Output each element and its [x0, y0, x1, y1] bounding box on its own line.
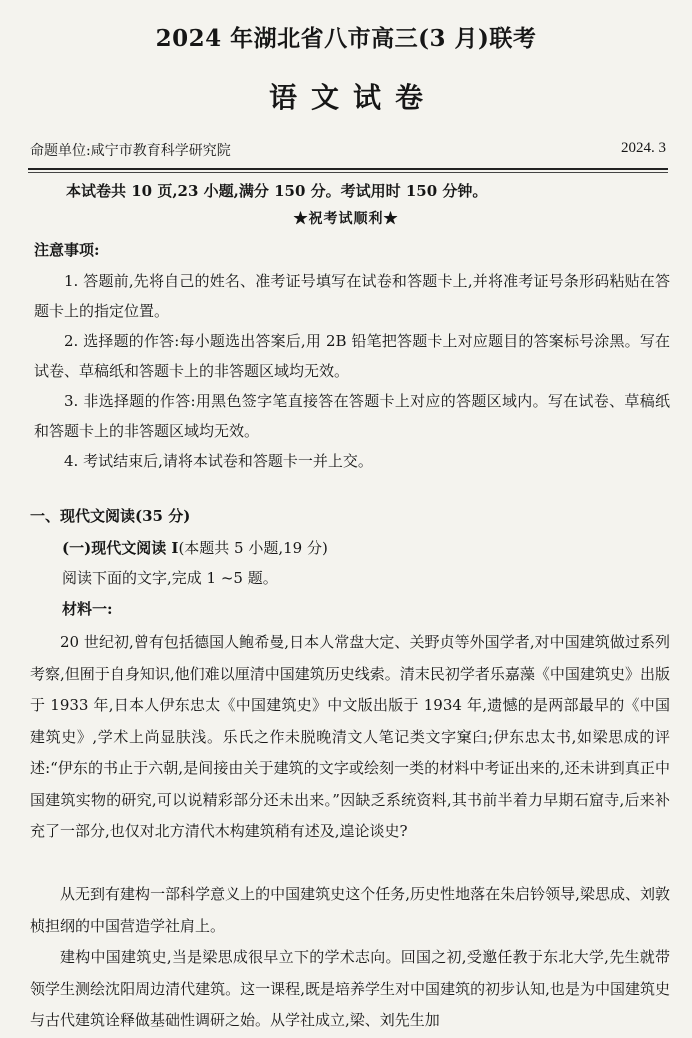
note-item-3: 3. 非选择题的作答:用黑色签字笔直接答在答题卡上对应的答题区域内。写在试卷、草稿纸和答题卡上的非答题区域均无效。: [34, 392, 670, 440]
note-item-2: 2. 选择题的作答:每小题选出答案后,用 2B 铅笔把答题卡上对应题目的答案标号涂黑。写在试卷、草稿纸和答题卡上的非答题区域均无效。: [34, 332, 670, 380]
exam-title: 2024 年湖北省八市高三(3 月)联考: [155, 25, 537, 52]
meta-row: [30, 140, 666, 164]
subsection-detail: (本题共 5 小题,19 分): [178, 539, 328, 557]
passage-paragraph-3: 建构中国建筑史,当是梁思成很早立下的学术志向。回国之初,受邀任教于东北大学,先生就带领学生测绘沈阳周边清代建筑。这一课程,既是培养学生对中国建筑的初步认知,也是为中国建筑史与古代建筑诠释做基础性调研之始。从学社成立,梁、刘先生加: [30, 948, 670, 1029]
note-item-1: 1. 答题前,先将自己的姓名、准考证号填写在试卷和答题卡上,并将准考证号条形码粘贴在答题卡上的指定位置。: [34, 272, 670, 320]
passage-paragraph-2: 从无到有建构一部科学意义上的中国建筑史这个任务,历史性地落在朱启钤领导,梁思成、刘敦桢担纲的中国营造学社肩上。: [30, 885, 670, 935]
note-item-4: 4. 考试结束后,请将本试卷和答题卡一并上交。: [64, 452, 373, 470]
passage-paragraph-1: 20 世纪初,曾有包括德国人鲍希曼,日本人常盘大定、关野贞等外国学者,对中国建筑做过系列考察,但囿于自身知识,他们难以厘清中国建筑历史线索。清末民初学者乐嘉藻《中国建筑史》出版于 1933 年,日本人伊东忠太《中国建筑史》中文版出版于 1934 年,遗憾的是两部最早的《中国建筑史》,学术上尚显肤浅。乐氏之作未脱晚清文人笔记类文字窠臼;伊东忠太书,如梁思成的评述:“伊东的书止于六朝,是间接由关于建筑的文字或绘刻一类的材料中考证出来的,还未讲到真正中国建筑实物的研究,可以说精彩部分还未出来。”因缺乏系统资料,其书前半着力早期石窟寺,后来补充了一部分,也仅对北方清代木构建筑稍有述及,遑论谈史?: [30, 633, 670, 840]
exam-date: 2024. 3: [621, 140, 666, 156]
subsection-title: [62, 537, 328, 558]
header-divider: [28, 168, 668, 170]
subsection-label: (一)现代文阅读 Ⅰ: [62, 539, 179, 557]
good-luck-banner: ★祝考试顺利★: [293, 211, 399, 227]
exam-info: 本试卷共 10 页,23 小题,满分 150 分。考试用时 150 分钟。: [66, 182, 488, 200]
header-divider-thin: [28, 172, 668, 173]
organizer-label: 命题单位:咸宁市教育科学研究院: [30, 143, 231, 159]
material-label: 材料一:: [62, 600, 113, 618]
reading-instruction: 阅读下面的文字,完成 1 ~5 题。: [62, 569, 278, 587]
notes-heading: 注意事项:: [34, 241, 100, 259]
section-title: 一、现代文阅读(35 分): [30, 507, 191, 525]
subject-title: 语文试卷: [268, 81, 437, 114]
